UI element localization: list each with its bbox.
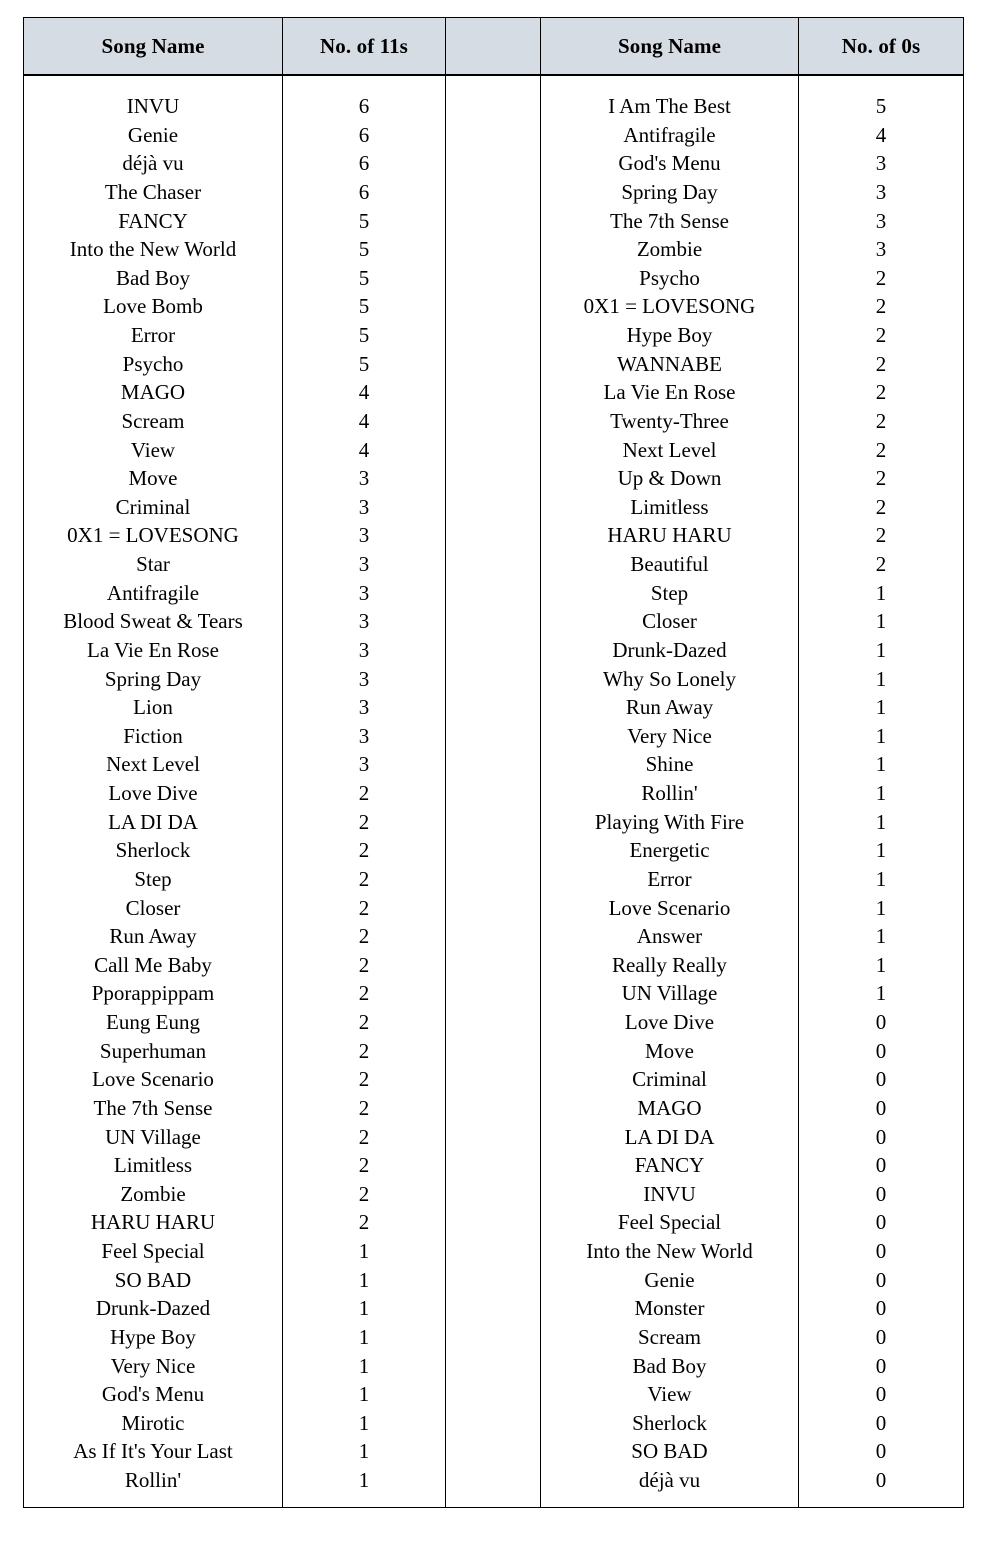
right-song-name-cell: Psycho — [639, 265, 700, 290]
right-count-cell: 0 — [875, 1124, 887, 1149]
left-song-name-cell: Bad Boy — [115, 265, 191, 290]
spacer-column — [446, 75, 541, 1507]
right-count-cell: 2 — [875, 408, 887, 433]
right-song-name-cell: View — [647, 1382, 692, 1407]
right-song-name-cell: HARU HARU — [607, 523, 732, 548]
right-song-name-cell: Feel Special — [617, 1210, 722, 1235]
left-count-cell: 2 — [358, 1038, 370, 1063]
right-count-cell: 1 — [875, 866, 887, 891]
table-row — [24, 75, 964, 1507]
right-song-name-cell: Energetic — [629, 838, 710, 863]
right-song-name-column — [541, 75, 799, 1507]
right-count-cell: 2 — [875, 494, 887, 519]
table-body — [24, 75, 964, 1507]
right-song-name-cell: Hype Boy — [626, 323, 713, 347]
left-song-name-cell: Scream — [121, 408, 185, 433]
left-count-cell: 6 — [358, 94, 370, 118]
left-song-name-cell: 0X1 = LOVESONG — [67, 523, 239, 548]
right-count-cell: 2 — [875, 380, 887, 405]
right-count-cell: 3 — [875, 208, 887, 233]
left-song-name-cell: déjà vu — [122, 151, 184, 176]
left-count-cell: 5 — [358, 265, 370, 290]
right-song-name-cell: Next Level — [622, 437, 717, 462]
table-header — [24, 18, 964, 76]
right-song-name-cell: Bad Boy — [632, 1353, 707, 1378]
right-song-name-cell: Scream — [638, 1324, 701, 1349]
right-song-name-cell: Spring Day — [621, 179, 718, 204]
left-song-name-cell: Into the New World — [69, 237, 237, 262]
left-song-name-cell: Pporappippam — [91, 981, 215, 1006]
right-song-name-cell: Limitless — [630, 494, 709, 519]
left-song-name-cell: Sherlock — [115, 838, 191, 863]
right-song-name-cell: Sherlock — [632, 1410, 707, 1435]
left-count-cell: 5 — [358, 323, 370, 347]
left-count-cell: 2 — [358, 781, 370, 805]
left-song-name-cell: HARU HARU — [90, 1210, 216, 1235]
left-count-cell: 2 — [358, 952, 370, 977]
left-count-cell: 5 — [358, 294, 370, 319]
right-count-cell: 2 — [875, 323, 887, 347]
right-count-cell: 1 — [875, 580, 887, 605]
left-song-name-cell: SO BAD — [114, 1267, 192, 1292]
left-song-name-cell: FANCY — [118, 208, 188, 233]
right-song-name-cell: 0X1 = LOVESONG — [583, 294, 756, 319]
right-count-cell: 3 — [875, 179, 887, 204]
left-song-name-cell: The Chaser — [104, 179, 202, 204]
left-count-cell: 2 — [358, 924, 370, 949]
right-count-cell: 2 — [875, 523, 887, 548]
left-count-cell: 1 — [358, 1382, 370, 1407]
left-song-name-cell: Rollin' — [124, 1468, 182, 1492]
left-song-name-cell: Error — [130, 323, 176, 347]
right-song-name-list — [541, 76, 798, 1507]
header-row — [24, 18, 964, 76]
right-song-name-cell: Answer — [636, 924, 703, 949]
right-count-cell: 0 — [875, 1468, 887, 1492]
right-count-cell: 0 — [875, 1239, 887, 1263]
left-song-name-cell: Love Scenario — [92, 1067, 214, 1092]
left-song-name-cell: Closer — [125, 895, 181, 920]
left-count-cell: 2 — [358, 809, 370, 834]
left-song-name-cell: Genie — [127, 122, 179, 147]
left-count-cell: 4 — [358, 437, 370, 462]
left-count-cell: 1 — [358, 1468, 370, 1492]
left-count-cell: 4 — [358, 408, 370, 433]
right-song-name-cell: Twenty-Three — [610, 408, 729, 433]
right-count-cell: 1 — [875, 752, 887, 777]
left-count-cell: 6 — [358, 151, 370, 176]
right-song-name-cell: Playing With Fire — [594, 809, 745, 834]
left-song-name-cell: Limitless — [113, 1153, 193, 1178]
right-song-name-cell: INVU — [643, 1181, 696, 1206]
right-count-cell: 0 — [875, 1038, 887, 1063]
right-count-cell: 2 — [875, 552, 887, 576]
right-song-name-cell: Monster — [634, 1296, 705, 1321]
right-song-name-cell: LA DI DA — [624, 1124, 715, 1149]
left-count-cell: 5 — [358, 208, 370, 233]
left-count-cell: 1 — [358, 1439, 370, 1464]
right-count-cell: 1 — [875, 781, 887, 805]
left-song-name-list — [24, 76, 282, 1507]
left-song-name-cell: View — [130, 437, 176, 462]
left-song-name-cell: LA DI DA — [108, 809, 198, 834]
right-song-name-cell: Drunk-Dazed — [612, 637, 727, 662]
left-song-name-cell: Call Me Baby — [94, 952, 212, 977]
left-count-cell: 1 — [358, 1296, 370, 1321]
left-count-list — [283, 76, 445, 1507]
right-count-cell: 3 — [875, 237, 887, 262]
right-song-name-cell: Love Dive — [624, 1010, 715, 1034]
left-song-name-cell: Feel Special — [101, 1239, 205, 1263]
right-song-name-cell: Up & Down — [617, 466, 722, 491]
left-song-name-cell: Run Away — [109, 924, 197, 949]
right-song-name-cell: déjà vu — [638, 1468, 701, 1492]
right-song-name-cell: FANCY — [634, 1153, 705, 1178]
right-count-cell: 4 — [875, 122, 887, 147]
left-song-name-cell: Mirotic — [121, 1410, 185, 1435]
right-song-name-cell: The 7th Sense — [610, 208, 729, 233]
right-song-name-cell: Beautiful — [630, 552, 709, 576]
right-count-cell: 2 — [875, 466, 887, 491]
right-song-name-cell: Why So Lonely — [603, 666, 736, 691]
right-count-cell: 0 — [875, 1410, 887, 1435]
left-count-cell: 3 — [358, 580, 370, 605]
left-count-cell: 2 — [358, 1010, 370, 1034]
left-song-name-cell: Blood Sweat & Tears — [63, 609, 243, 634]
right-count-cell: 2 — [875, 351, 887, 376]
right-count-cell: 0 — [875, 1439, 887, 1464]
left-count-cell: 2 — [358, 895, 370, 920]
left-song-name-cell: Drunk-Dazed — [95, 1296, 211, 1321]
left-count-cell: 2 — [358, 1181, 370, 1206]
right-count-cell: 0 — [875, 1153, 887, 1178]
column-header-left-count: No. of 11s — [283, 18, 446, 76]
column-header-right-count: No. of 0s — [799, 18, 964, 76]
left-song-name-cell: God's Menu — [101, 1382, 205, 1407]
right-song-name-cell: UN Village — [621, 981, 718, 1006]
right-count-column — [799, 75, 964, 1507]
right-count-cell: 0 — [875, 1181, 887, 1206]
right-song-name-cell: Antifragile — [623, 122, 716, 147]
right-count-cell: 2 — [875, 294, 887, 319]
right-song-name-cell: Error — [647, 866, 692, 891]
right-count-cell: 0 — [875, 1296, 887, 1321]
right-count-cell: 1 — [875, 895, 887, 920]
right-song-name-cell: Very Nice — [627, 723, 712, 748]
left-count-cell: 1 — [358, 1353, 370, 1378]
left-count-cell: 1 — [358, 1267, 370, 1292]
left-count-cell: 2 — [358, 838, 370, 863]
left-song-name-cell: Love Bomb — [103, 294, 203, 319]
column-header-right-song-name: Song Name — [541, 18, 799, 76]
left-song-name-cell: Superhuman — [99, 1038, 207, 1063]
left-count-cell: 4 — [358, 380, 370, 405]
left-song-name-cell: Spring Day — [104, 666, 202, 691]
right-song-name-cell: Zombie — [636, 237, 703, 262]
left-song-name-cell: Antifragile — [106, 580, 200, 605]
right-count-cell: 1 — [875, 952, 887, 977]
left-count-cell: 3 — [358, 523, 370, 548]
left-song-name-cell: Psycho — [122, 351, 184, 376]
left-song-name-cell: Fiction — [123, 723, 183, 748]
right-song-name-cell: Shine — [645, 752, 694, 777]
right-song-name-cell: MAGO — [637, 1095, 702, 1120]
left-song-name-cell: As If It's Your Last — [73, 1439, 233, 1464]
left-count-cell: 1 — [358, 1324, 370, 1349]
right-count-cell: 5 — [875, 94, 887, 118]
right-count-cell: 1 — [875, 809, 887, 834]
left-count-cell: 6 — [358, 179, 370, 204]
right-song-name-cell: Into the New World — [586, 1239, 753, 1263]
right-count-cell: 2 — [875, 437, 887, 462]
left-count-cell: 3 — [358, 666, 370, 691]
left-count-cell: 2 — [358, 1067, 370, 1092]
left-song-name-cell: Love Dive — [108, 781, 198, 805]
right-song-name-cell: La Vie En Rose — [603, 380, 736, 405]
left-count-cell: 3 — [358, 752, 370, 777]
left-count-cell: 1 — [358, 1239, 370, 1263]
left-count-cell: 5 — [358, 237, 370, 262]
left-song-name-cell: Very Nice — [110, 1353, 196, 1378]
right-count-cell: 0 — [875, 1353, 887, 1378]
left-count-cell: 2 — [358, 981, 370, 1006]
left-song-name-cell: Next Level — [106, 752, 200, 777]
left-count-cell: 3 — [358, 695, 370, 720]
left-count-cell: 3 — [358, 609, 370, 634]
left-song-name-cell: La Vie En Rose — [87, 637, 219, 662]
left-count-cell: 1 — [358, 1410, 370, 1435]
right-count-cell: 0 — [875, 1095, 887, 1120]
left-song-name-cell: Step — [134, 866, 172, 891]
left-count-cell: 2 — [358, 1095, 370, 1120]
left-song-name-cell: Lion — [133, 695, 173, 720]
right-count-cell: 1 — [875, 609, 887, 634]
right-song-name-cell: SO BAD — [631, 1439, 708, 1464]
left-song-name-cell: MAGO — [120, 380, 186, 405]
left-count-cell: 3 — [358, 466, 370, 491]
left-song-name-column — [24, 75, 283, 1507]
left-count-cell: 3 — [358, 637, 370, 662]
left-song-name-cell: Move — [128, 466, 178, 491]
left-count-cell: 2 — [358, 866, 370, 891]
right-count-cell: 0 — [875, 1382, 887, 1407]
right-song-name-cell: Criminal — [632, 1067, 707, 1092]
right-song-name-cell: Rollin' — [641, 781, 698, 805]
right-song-name-cell: Closer — [642, 609, 697, 634]
right-count-cell: 1 — [875, 666, 887, 691]
left-song-name-cell: INVU — [126, 94, 180, 118]
right-song-name-cell: Genie — [644, 1267, 695, 1292]
right-count-cell: 1 — [875, 838, 887, 863]
right-count-cell: 0 — [875, 1067, 887, 1092]
right-count-cell: 0 — [875, 1010, 887, 1034]
right-count-cell: 0 — [875, 1210, 887, 1235]
right-song-name-cell: WANNABE — [617, 351, 722, 376]
left-count-cell: 2 — [358, 1210, 370, 1235]
left-count-cell: 6 — [358, 122, 370, 147]
left-song-name-cell: Hype Boy — [110, 1324, 196, 1349]
right-song-name-cell: I Am The Best — [608, 94, 731, 118]
left-song-name-cell: Criminal — [115, 494, 191, 519]
right-count-cell: 1 — [875, 637, 887, 662]
left-song-name-cell: The 7th Sense — [93, 1095, 213, 1120]
right-count-cell: 0 — [875, 1267, 887, 1292]
left-count-cell: 2 — [358, 1153, 370, 1178]
left-count-cell: 3 — [358, 723, 370, 748]
right-count-list — [799, 76, 963, 1507]
column-header-spacer — [446, 18, 541, 76]
left-count-column — [283, 75, 446, 1507]
right-count-cell: 1 — [875, 723, 887, 748]
right-count-cell: 1 — [875, 695, 887, 720]
song-counts-table — [23, 17, 964, 1508]
left-count-cell: 2 — [358, 1124, 370, 1149]
right-count-cell: 1 — [875, 924, 887, 949]
right-count-cell: 0 — [875, 1324, 887, 1349]
left-count-cell: 3 — [358, 494, 370, 519]
left-song-name-cell: Eung Eung — [106, 1010, 200, 1034]
left-song-name-cell: Star — [136, 552, 170, 576]
left-count-cell: 3 — [358, 552, 370, 576]
left-song-name-cell: Zombie — [120, 1181, 186, 1206]
right-song-name-cell: Step — [650, 580, 689, 605]
right-song-name-cell: Really Really — [612, 952, 727, 977]
right-count-cell: 2 — [875, 265, 887, 290]
right-song-name-cell: God's Menu — [618, 151, 721, 176]
right-song-name-cell: Love Scenario — [608, 895, 731, 920]
left-song-name-cell: UN Village — [105, 1124, 201, 1149]
right-song-name-cell: Move — [645, 1038, 694, 1063]
column-header-left-song-name: Song Name — [24, 18, 283, 76]
right-song-name-cell: Run Away — [625, 695, 714, 720]
right-count-cell: 3 — [875, 151, 887, 176]
right-count-cell: 1 — [875, 981, 887, 1006]
left-count-cell: 5 — [358, 351, 370, 376]
